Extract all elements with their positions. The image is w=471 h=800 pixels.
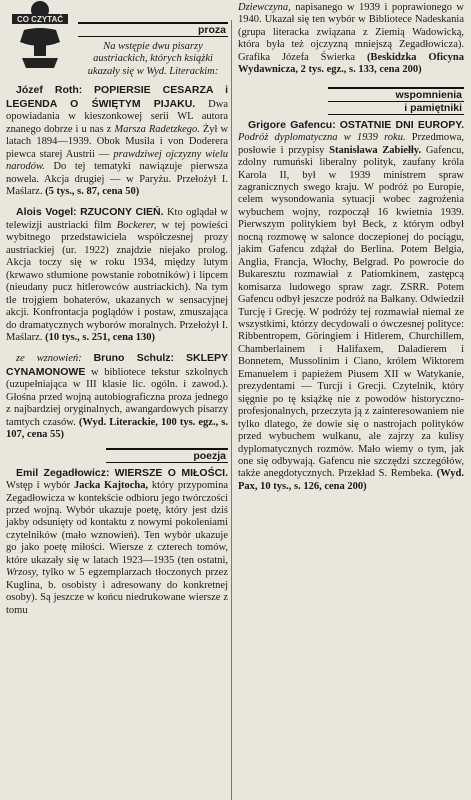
vogel-title: RZUCONY CIEŃ. <box>80 206 164 219</box>
article-schulz <box>6 352 228 441</box>
zegadlowicz-info: (Beskidzka Oficyna Wydawnicza, 2 tys. egz., s. 133, cena 200) <box>238 51 464 76</box>
vogel-info: (10 tys., s. 251, cena 130) <box>45 331 156 343</box>
svg-text:CO CZYTAĆ: CO CZYTAĆ <box>16 15 64 24</box>
roth-author: Józef Roth: <box>16 84 83 97</box>
left-column <box>6 0 228 617</box>
roth-body-b: Żył w latach 1894—1939. Obok Musila i von Doderera piewca starej Austrii — <box>6 123 229 160</box>
vogel-ital-a: Bockerer, <box>116 219 157 231</box>
gafencu-ital-a: Podróż dyplomatyczna w 1939 roku. <box>238 132 406 144</box>
zegadlowicz-author: Emil Zegadłowicz: <box>16 466 110 479</box>
schulz-author: Bruno Schulz: <box>93 352 175 365</box>
gafencu-info: (Wyd. Pax, 10 tys., s. 126, cena 200) <box>238 468 464 492</box>
roth-info: (5 tys., s. 87, cena 50) <box>45 185 140 197</box>
roth-title: POPIERSIE CESARZA i LEGENDA O ŚWIĘTYM PIJAKU. <box>6 84 229 110</box>
zegadlowicz-body-a: Wstęp i wybór <box>6 480 71 492</box>
section-label-poezja: poezja <box>106 448 228 463</box>
article-zegadlowicz-part1 <box>6 467 228 617</box>
article-roth <box>6 84 228 198</box>
roth-ital-a: Marsza Radetzkego. <box>114 123 200 135</box>
gafencu-body-b: Gafencu, zdolny rumuński liberalny polityk, zaufany króla Karola II, był w 1939 ministrem spraw zagranicznych swego kraju. W podróż po Europie, celem wysondowania sytuacji wobec zagrożenia wybuchem wojny, rozpoczął 16 kwietnia 1939. Pierwszym politykiem był Beck, z którym odbył nocną rozmowę w salonce doczepionej do pociągu, jakim Gafencu zdążał do Berlina. Potem Belgia, Anglia, Francja, Włochy, Belgrad. Po powrocie do Bukaresztu rozmawiał z Patiomkinem, zastępcą komisarza ludowego spraw zagr. ZSRR. Potem Gafencu odbył jeszcze podróż na Bałkany. Odwiedził Turcję i Grecję. W podróży tej rozmawiał niemal ze wszystkimi, którzy decydowali o ówczesnej polityce: Ribbentropem, Göringiem i Hitlerem, Churchillem, Chamberlainem i Halifaxem, Daladierem i Bonnetem, Mussolinim i Ciano, królem Wiktorem Emanuelem i papieżem Piusem XII w Watykanie, prezydentami — Turcji i Grecji. Czytelnik, który sięgnie po tę książkę nie z powodów historyczno-profesjonalnych, przeczyta ją z zainteresowaniem nie tylko dlatego, że dowie się o nastrojach polityków przed wybuchem wulkanu, ale zajrzy za kulisy dyplomatycznych rozmów. Mało wiemy o tym, jak one się odbywają. Gafencu nie szczędzi szczegółów, także anegdotycznych. Przekład S. Rembeka. <box>238 144 465 480</box>
zegadlowicz-title: WIERSZE O MIŁOŚCI. <box>114 466 229 479</box>
roth-body-a: Dwa opowiadania w kieszonkowej serii WL autora znanego dobrze i u nas z <box>6 98 228 135</box>
right-column <box>238 0 464 493</box>
vogel-body-a: Kto oglądał w telewizji austriacki film <box>6 207 228 231</box>
zegadlowicz-editor: Jacka Kajtocha, <box>73 480 149 492</box>
column-separator <box>231 20 232 800</box>
schulz-body: w bibliotece tekstur szkolnych (uzupełniająca w III klasie lic. ogóln. i zawod.). Głośna przed wojną autobiograficzna proza jednego z najbardziej oryginalnych, awangardowych pisarzy tamtych czasów. <box>6 366 229 428</box>
roth-ital-b: prawdziwej ojczyzny wielu narodów. <box>6 148 228 173</box>
gafencu-title: OSTATNIE DNI EUROPY. <box>339 118 464 131</box>
section-label-wspomnienia: wspomnienia <box>328 87 464 101</box>
zegadlowicz-ital-a: Wrzosy, <box>6 567 39 579</box>
vogel-body-b: w tej powieści wybitnego przedstawiciela współczesnej prozy austriackiej (ur. 1922) znajdzie niejako prolog. Akcja toczy się w roku 1934, między lutym (krwawo stłumione powstanie robotników) i lipcem (nieudany pucz hitlerowców austriackich). Na tym tle trojgiem bohaterów, ukazanych w sensacyjnej akcji. Konfrontacja poglądów i postaw, zmuszająca do dramatycznych wyborów moralnych. Przełożył I. Maślarz. <box>6 219 229 343</box>
intro-text: Na wstępie dwu pisarzy austriackich, których książki ukazały się w Wyd. Literackim: <box>87 41 219 77</box>
zegadlowicz-body-c: tylko w 5 egzemplarzach tłoczonych przez Kuglina, b. osobisty i adresowany do konkretnej osoby). Są jeszcze w końcu niedrukowane wiersze z tomu <box>6 567 228 616</box>
schulz-info: (Wyd. Literackie, 100 tys. egz., s. 107, cena 55) <box>6 416 228 441</box>
gafencu-author: Grigore Gafencu: <box>248 118 336 131</box>
article-zegadlowicz-part2 <box>238 2 464 77</box>
article-gafencu <box>238 119 464 494</box>
section-label-proza: proza <box>78 22 228 37</box>
schulz-title: SKLEPY CYNAMONOWE <box>6 352 229 378</box>
article-vogel <box>6 206 228 344</box>
section-label-pamietniki: i pamiętniki <box>328 101 464 115</box>
vogel-author: Alois Vogel: <box>16 206 77 219</box>
zegadlowicz-body-b: który przypomina Zegadłowicza w kontekście odbioru jego twórczości przed wojną. Wybór ukazuje poetę, który jest dziś jakby odsunięty od kontaktu z nowymi pokoleniami czytelników (mało wznowień). Ten wybór ukazuje go jako poetę miłości. Wiersze z czterech tomów, które ukazały się w latach 1923—1935 (ten ostatni, <box>6 480 229 566</box>
schulz-lead: ze wznowień: <box>16 353 82 365</box>
gafencu-editor: Stanisława Zabiełły. <box>329 144 422 156</box>
zegadlowicz-ital-b: Dziewczyna, <box>238 2 291 13</box>
zegadlowicz-body-d: napisanego w 1939 i poprawionego w 1940. Ukazał się ten wybór w Bibliotece Nadeskania (grupa literacka związana z Ziemią Wadowicką, która była też ojczyzną mniejszą Zegadłowicza). Grafika Józefa Świerka <box>238 2 464 63</box>
gafencu-body-a: Przedmowa, posłowie i przypisy <box>238 132 464 156</box>
roth-body-c: Do tej tematyki nawiązuje pierwsza nowela. Akcja drugiej — w Paryżu. Przełożył I. Maślarz. <box>6 161 228 197</box>
